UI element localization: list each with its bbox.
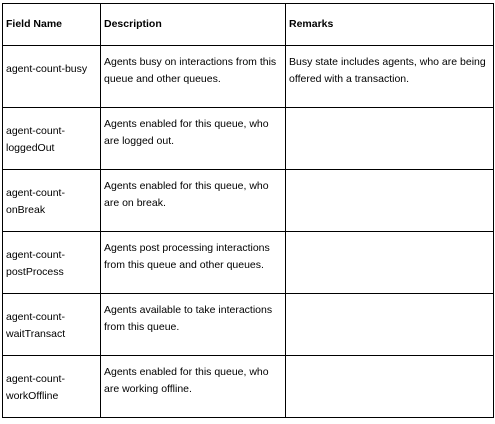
remarks-cell — [286, 232, 494, 294]
description-cell: Agents busy on interactions from this queue and other queues. — [101, 46, 286, 108]
table-row — [3, 46, 494, 108]
table-row — [3, 294, 494, 356]
description-cell: Agents enabled for this queue, who are working offline. — [101, 356, 286, 418]
remarks-cell — [286, 356, 494, 418]
description-cell: Agents enabled for this queue, who are on break. — [101, 170, 286, 232]
field-name-cell: agent-count-busy — [3, 46, 101, 108]
remarks-cell — [286, 170, 494, 232]
table-row — [3, 232, 494, 294]
table-row — [3, 356, 494, 418]
field-name-cell: agent-count-workOffline — [3, 356, 101, 418]
description-cell: Agents available to take interactions from this queue. — [101, 294, 286, 356]
remarks-cell: Busy state includes agents, who are being offered with a transaction. — [286, 46, 494, 108]
table-row — [3, 170, 494, 232]
header-remarks: Remarks — [286, 4, 494, 46]
header-description: Description — [101, 4, 286, 46]
description-cell: Agents post processing interactions from this queue and other queues. — [101, 232, 286, 294]
description-cell: Agents enabled for this queue, who are logged out. — [101, 108, 286, 170]
header-row — [3, 4, 494, 46]
remarks-cell — [286, 294, 494, 356]
field-table — [2, 3, 494, 418]
field-name-cell: agent-count-onBreak — [3, 170, 101, 232]
field-name-cell: agent-count-waitTransact — [3, 294, 101, 356]
field-name-cell: agent-count-loggedOut — [3, 108, 101, 170]
field-name-cell: agent-count-postProcess — [3, 232, 101, 294]
remarks-cell — [286, 108, 494, 170]
table-row — [3, 108, 494, 170]
header-field-name: Field Name — [3, 4, 101, 46]
